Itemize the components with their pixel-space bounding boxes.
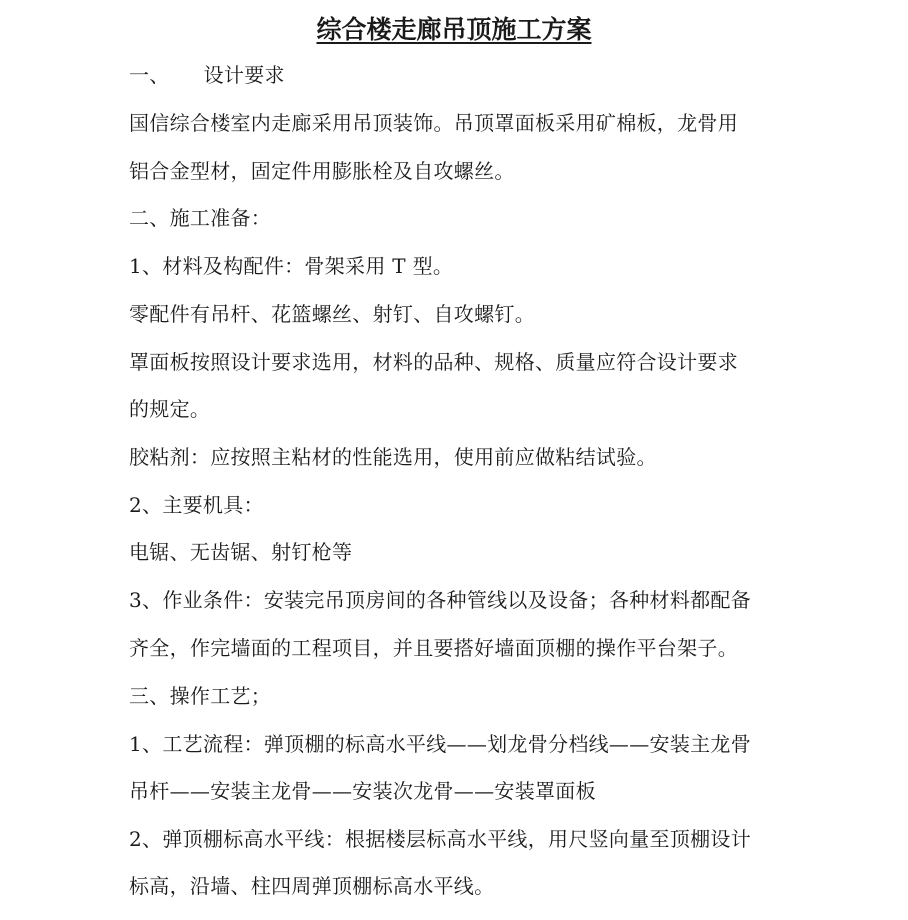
- paragraph-line: 罩面板按照设计要求选用，材料的品种、规格、质量应符合设计要求: [129, 350, 738, 374]
- document-title: [0, 10, 908, 50]
- paragraph-line: 2、弹顶棚标高水平线：根据楼层标高水平线，用尺竖向量至顶棚设计: [129, 827, 752, 851]
- paragraph-line: 国信综合楼室内走廊采用吊顶装饰。吊顶罩面板采用矿棉板，龙骨用: [129, 111, 738, 135]
- paragraph-line: 铝合金型材，固定件用膨胀栓及自攻螺丝。: [129, 159, 515, 183]
- paragraph-line: 1、材料及构配件：骨架采用 T 型。: [129, 254, 454, 278]
- section-heading-2: 二、施工准备：: [129, 206, 272, 230]
- section-heading-3: 三、操作工艺；: [129, 684, 272, 708]
- section-heading-1: [129, 60, 789, 90]
- paragraph-line: 1、工艺流程：弹顶棚的标高水平线——划龙骨分档线——安装主龙骨: [129, 732, 752, 756]
- paragraph-line: 齐全，作完墙面的工程项目，并且要搭好墙面顶棚的操作平台架子。: [129, 636, 738, 660]
- paragraph-line: 零配件有吊杆、花篮螺丝、射钉、自攻螺钉。: [129, 302, 535, 326]
- paragraph-line: 标高，沿墙、柱四周弹顶棚标高水平线。: [129, 874, 495, 898]
- paragraph-line: 3、作业条件：安装完吊顶房间的各种管线以及设备；各种材料都配备: [129, 588, 752, 612]
- paragraph-line: 吊杆——安装主龙骨——安装次龙骨——安装罩面板: [129, 779, 596, 803]
- paragraph-line: 的规定。: [129, 397, 211, 421]
- section-number: 一、: [129, 63, 170, 87]
- title-text: 综合楼走廊吊顶施工方案: [316, 15, 592, 44]
- paragraph-line: 2、主要机具：: [129, 493, 264, 517]
- paragraph-line: 胶粘剂：应按照主粘材的性能选用，使用前应做粘结试验。: [129, 445, 657, 469]
- paragraph-line: 电锯、无齿锯、射钉枪等: [129, 540, 353, 564]
- section-heading-text: 设计要求: [203, 63, 285, 87]
